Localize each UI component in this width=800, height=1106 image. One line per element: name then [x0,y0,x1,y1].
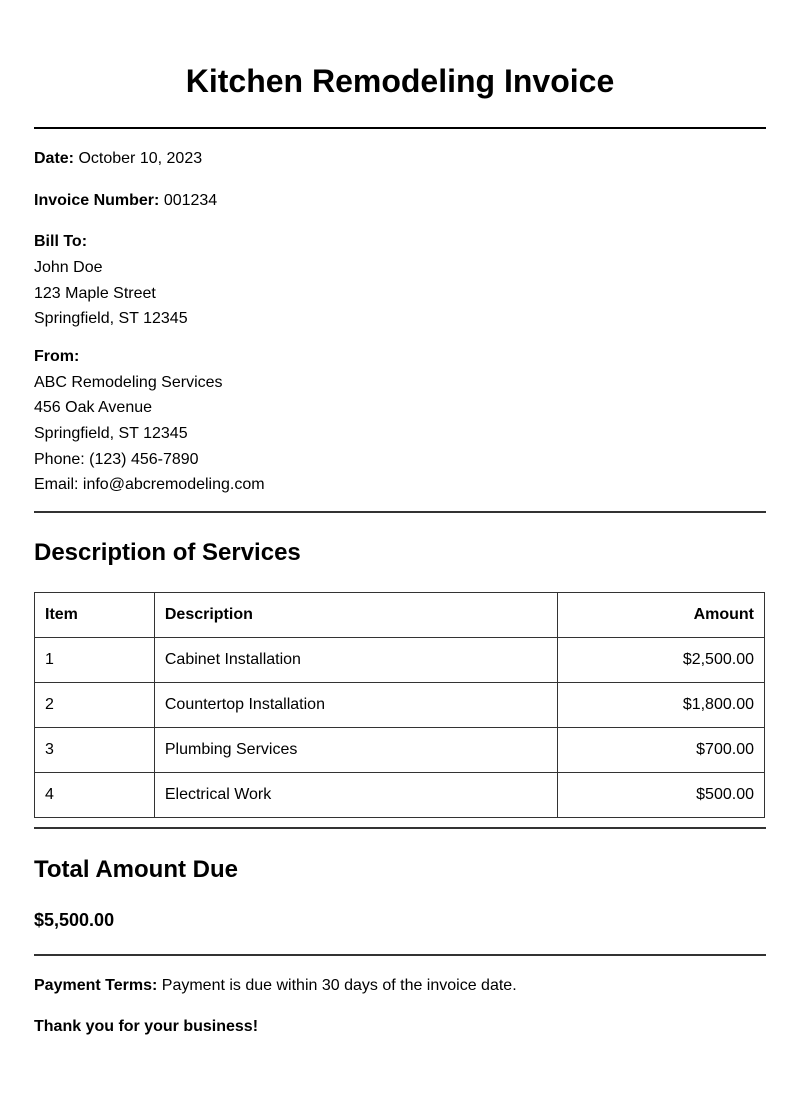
from-company: ABC Remodeling Services [34,373,223,391]
date-value: October 10, 2023 [78,150,203,167]
from-email: Email: info@abcremodeling.com [34,476,265,494]
payment-terms-value: Payment is due within 30 days of the invoice date. [161,976,517,994]
column-header-description: Description [154,592,557,637]
invoice-number-label: Invoice Number: [34,192,160,209]
table-header-row [35,592,765,637]
bill-to-block [34,232,766,332]
invoice-number-field [34,191,766,211]
services-heading: Description of Services [34,538,301,566]
payment-terms [34,976,766,996]
date-label: Date: [34,150,75,167]
bill-to-label: Bill To: [34,233,88,250]
row-item: 2 [35,682,155,727]
row-item: 4 [35,772,155,817]
table-row [35,727,765,772]
row-description: Plumbing Services [154,727,557,772]
row-description: Countertop Installation [154,682,557,727]
from-street: 456 Oak Avenue [34,399,153,417]
total-divider [34,954,766,956]
from-phone: Phone: (123) 456-7890 [34,450,199,468]
invoice-page [34,0,766,1037]
from-block [34,347,766,498]
section-divider [34,511,766,513]
title-divider [34,127,766,129]
row-amount: $1,800.00 [558,682,765,727]
row-amount: $700.00 [558,727,765,772]
page-title: Kitchen Remodeling Invoice [185,63,615,99]
from-label: From: [34,347,80,365]
bill-to-street: 123 Maple Street [34,284,156,302]
table-divider [34,827,766,829]
thank-you-note: Thank you for your business! [34,1017,259,1035]
table-row [35,772,765,817]
invoice-number-value: 001234 [163,192,218,209]
row-description: Cabinet Installation [154,637,557,682]
bill-to-name: John Doe [34,259,103,276]
column-header-amount: Amount [558,592,765,637]
row-amount: $500.00 [558,772,765,817]
total-amount: $5,500.00 [34,909,115,930]
column-header-item: Item [35,592,155,637]
row-amount: $2,500.00 [558,637,765,682]
table-row [35,682,765,727]
row-description: Electrical Work [154,772,557,817]
bill-to-city: Springfield, ST 12345 [34,310,188,328]
payment-terms-label: Payment Terms: [34,976,158,994]
row-item: 3 [35,727,155,772]
services-table [34,592,765,818]
table-row [35,637,765,682]
total-heading: Total Amount Due [34,855,238,883]
from-city: Springfield, ST 12345 [34,424,188,442]
date-field [34,149,766,169]
row-item: 1 [35,637,155,682]
